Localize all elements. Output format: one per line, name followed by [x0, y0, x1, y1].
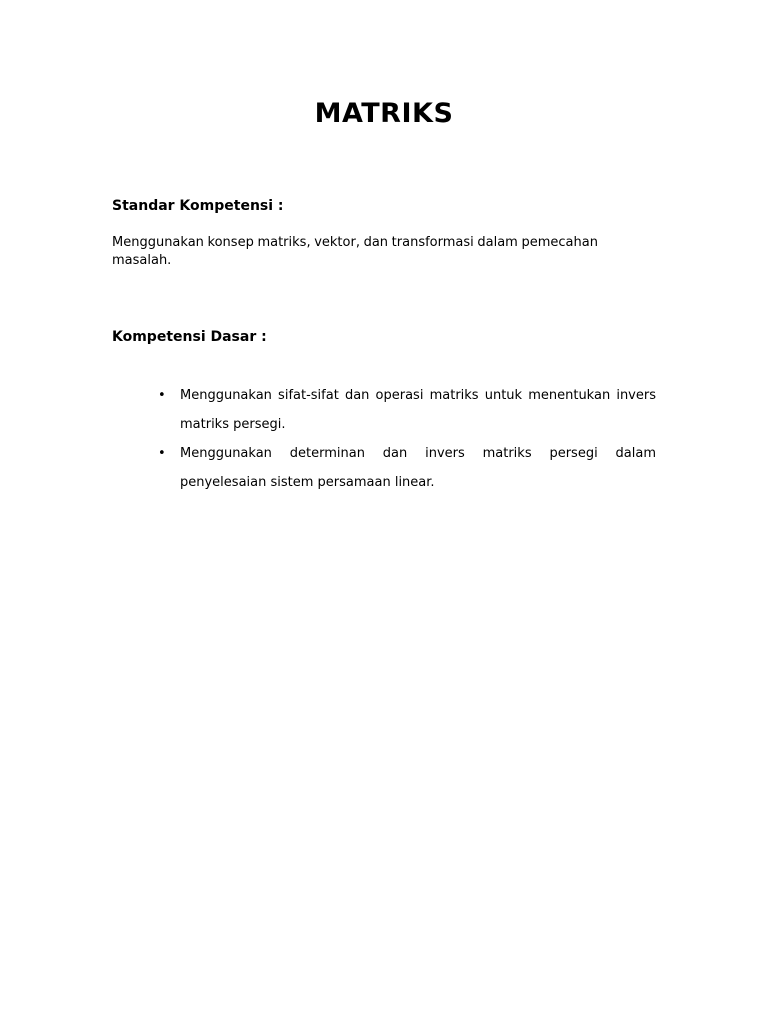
page-title: MATRIKS: [314, 98, 454, 129]
bullet-icon: •: [158, 446, 166, 461]
list-item-text: Menggunakan sifat-sifat dan operasi matriks untuk menentukan invers matriks persegi.: [180, 388, 656, 432]
list-item: [158, 381, 656, 439]
list-item: [158, 439, 656, 497]
standar-kompetensi-heading: Standar Kompetensi :: [112, 198, 284, 214]
kompetensi-dasar-heading: Kompetensi Dasar :: [112, 329, 267, 345]
kompetensi-dasar-list: [158, 381, 656, 497]
standar-kompetensi-text: Menggunakan konsep matriks, vektor, dan transformasi dalam pemecahan masalah.: [112, 235, 598, 268]
bullet-icon: •: [158, 388, 166, 403]
list-item-text: Menggunakan determinan dan invers matriks persegi dalam penyelesaian sistem persamaan linear.: [180, 446, 656, 490]
